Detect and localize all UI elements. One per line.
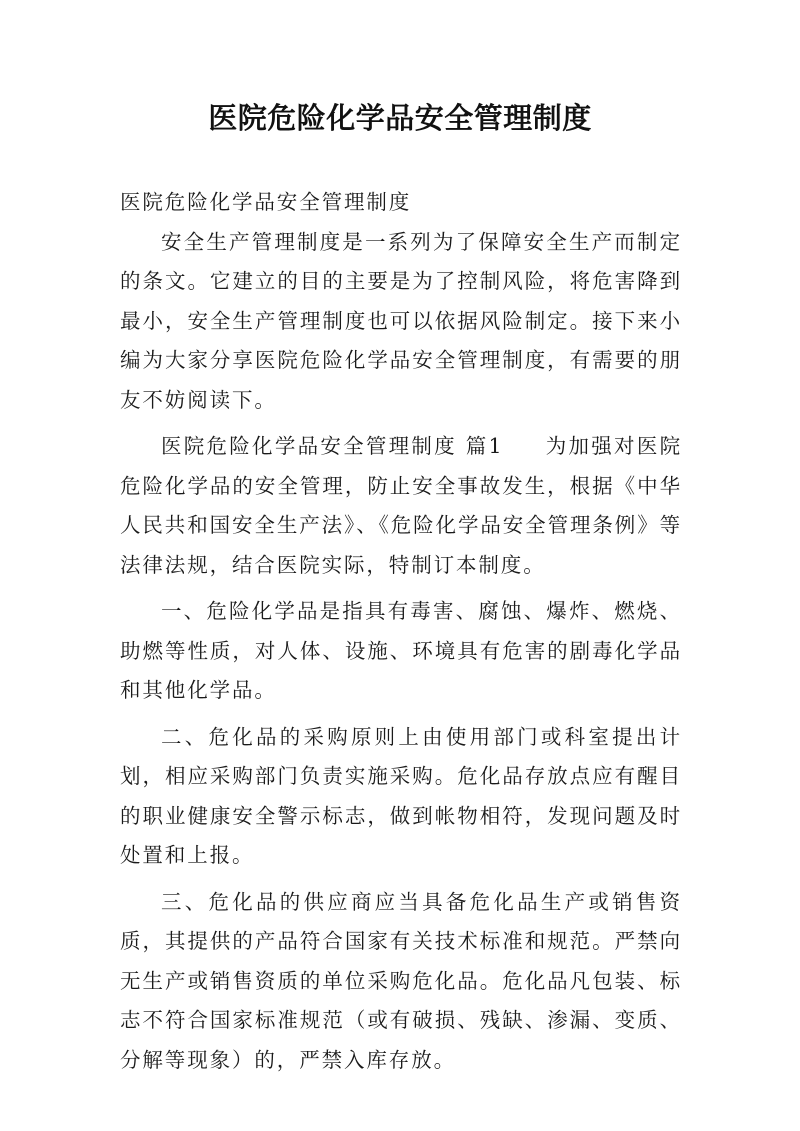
- document-title: 医院危险化学品安全管理制度: [208, 101, 592, 135]
- section-paragraph: [120, 427, 682, 585]
- section-heading: 医院危险化学品安全管理制度 篇1: [161, 434, 504, 458]
- clause-paragraph: 三、危化品的供应商应当具备危化品生产或销售资质，其提供的产品符合国家有关技术标准和规范。严禁向无生产或销售资质的单位采购危化品。危化品凡包装、标志不符合国家标准规范（或有破损、残缺、渗漏、变质、分解等现象）的，严禁入库存放。: [120, 889, 682, 1072]
- document-body: [120, 183, 682, 1080]
- document-subtitle: 医院危险化学品安全管理制度: [120, 190, 412, 214]
- clause-paragraph: 二、危化品的采购原则上由使用部门或科室提出计划，相应采购部门负责实施采购。危化品存放点应有醒目的职业健康安全警示标志，做到帐物相符，发现问题及时处置和上报。: [120, 724, 682, 867]
- intro-paragraph: 安全生产管理制度是一系列为了保障安全生产而制定的条文。它建立的目的主要是为了控制风险，将危害降到最小，安全生产管理制度也可以依据风险制定。接下来小编为大家分享医院危险化学品安全管理制度，有需要的朋友不妨阅读下。: [120, 229, 682, 412]
- clause-paragraph: 一、危险化学品是指具有毒害、腐蚀、爆炸、燃烧、助燃等性质，对人体、设施、环境具有危害的剧毒化学品和其他化学品。: [120, 599, 682, 702]
- section-intro: 为加强对医院危险化学品的安全管理，防止安全事故发生，根据《中华人民共和国安全生产法》、《危险化学品安全管理条例》等法律法规，结合医院实际，特制订本制度。: [120, 434, 682, 577]
